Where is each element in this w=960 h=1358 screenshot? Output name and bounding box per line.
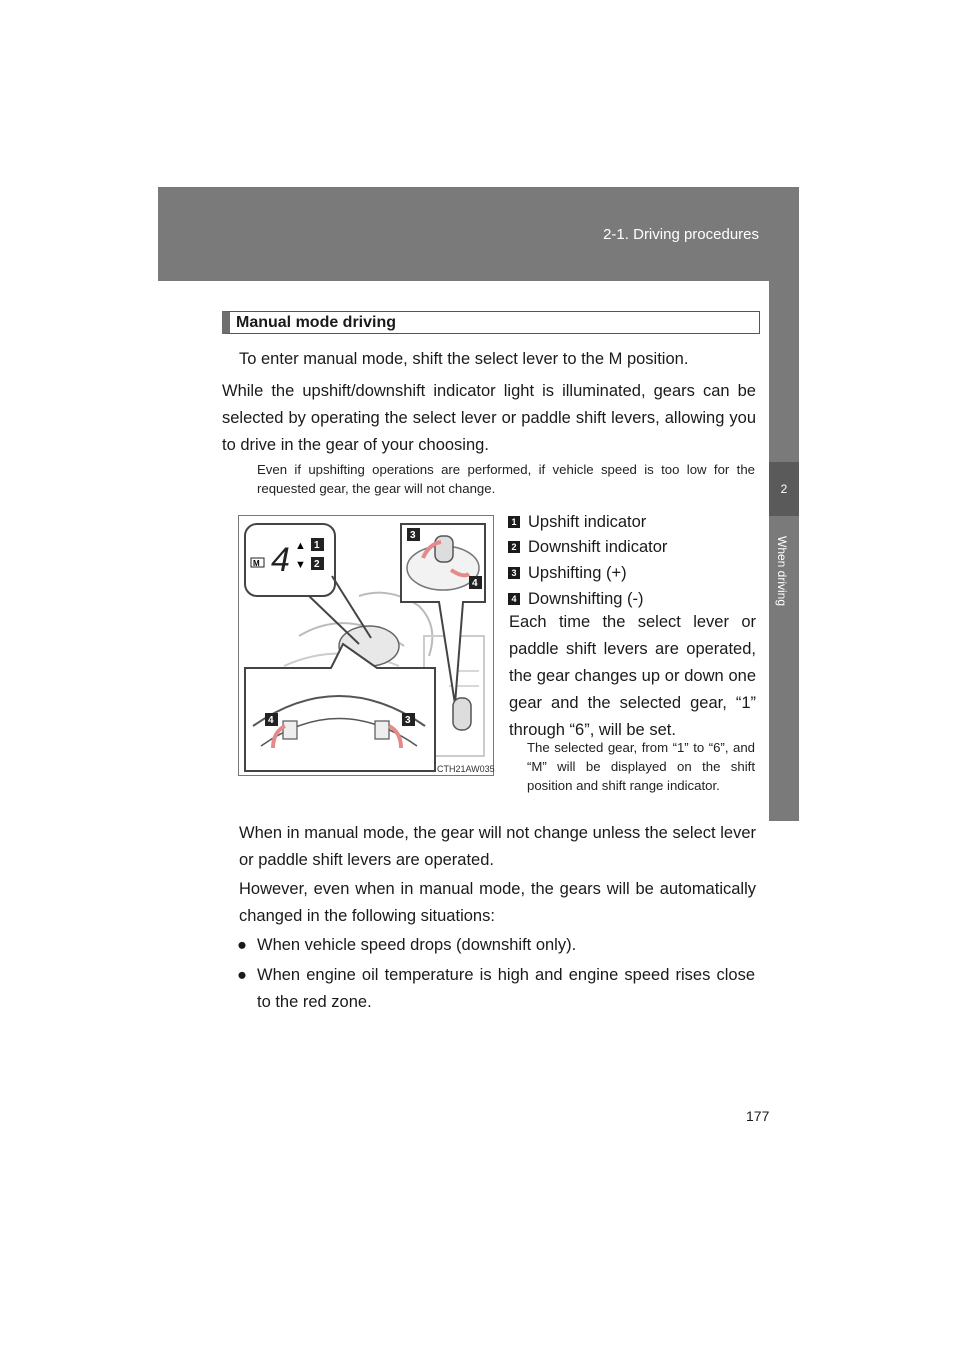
legend-number: 4 [508, 593, 520, 605]
callout-4-bottom: 4 [268, 715, 274, 726]
paragraph-manual-no-change: When in manual mode, the gear will not change unless the select lever or paddle shift levers are operated. [239, 824, 756, 869]
bullet-speed-drop: When vehicle speed drops (downshift only). [257, 936, 577, 954]
legend-number: 2 [508, 541, 520, 553]
chapter-number: 2 [769, 462, 799, 516]
mode-indicator-M: M [253, 559, 260, 568]
bullet-icon: ● [237, 936, 247, 954]
callout-2: 2 [314, 559, 320, 570]
legend-label: Upshift indicator [528, 513, 647, 531]
figure-code: CTH21AW035 [437, 764, 495, 774]
page-header [158, 187, 799, 281]
manual-mode-figure [238, 515, 494, 776]
shifter-illustration [239, 516, 493, 775]
paragraph-auto-change: However, even when in manual mode, the gears will be automatically changed in the following situations: [239, 880, 756, 925]
note-low-speed: Even if upshifting operations are performed, if vehicle speed is too low for the requested gear, the gear will not change. [257, 462, 755, 496]
chapter-side-tab [769, 281, 799, 821]
callout-4-top: 4 [472, 578, 478, 589]
paragraph-gear-select: While the upshift/downshift indicator light is illuminated, gears can be selected by operating the select lever or paddle shift levers, allowing you to drive in the gear of your choosing. [222, 382, 756, 454]
legend-label: Downshift indicator [528, 538, 668, 556]
legend-number: 1 [508, 516, 520, 528]
legend-item-3 [508, 563, 627, 583]
legend-item-4 [508, 589, 644, 609]
upshift-arrow-icon: ▲ [295, 540, 306, 552]
bullet-icon: ● [237, 966, 247, 984]
legend-label: Downshifting (-) [528, 590, 644, 608]
note-gear-display: The selected gear, from “1” to “6”, and “M” will be displayed on the shift position and shift range indicator. [527, 740, 755, 793]
legend-number: 3 [508, 567, 520, 579]
callout-1: 1 [314, 540, 320, 551]
legend-label: Upshifting (+) [528, 564, 627, 582]
section-breadcrumb: 2-1. Driving procedures [603, 226, 759, 243]
section-title-box [222, 311, 760, 334]
page-number: 177 [746, 1108, 770, 1124]
legend-item-1 [508, 512, 646, 532]
section-title: Manual mode driving [236, 314, 397, 331]
callout-3-top: 3 [410, 530, 416, 541]
callout-3-bottom: 3 [405, 715, 411, 726]
chapter-name: When driving [775, 536, 789, 607]
paragraph-enter-manual: To enter manual mode, shift the select lever to the M position. [239, 350, 689, 368]
gear-digit: 4 [271, 541, 290, 579]
legend-item-2 [508, 537, 667, 557]
bullet-oil-temp: When engine oil temperature is high and engine speed rises close to the red zone. [257, 966, 755, 1011]
downshift-arrow-icon: ▼ [295, 559, 306, 571]
paragraph-gear-change: Each time the select lever or paddle shift levers are operated, the gear changes up or down one gear and the selected gear, “1” through “6”, will be set. [509, 613, 756, 739]
